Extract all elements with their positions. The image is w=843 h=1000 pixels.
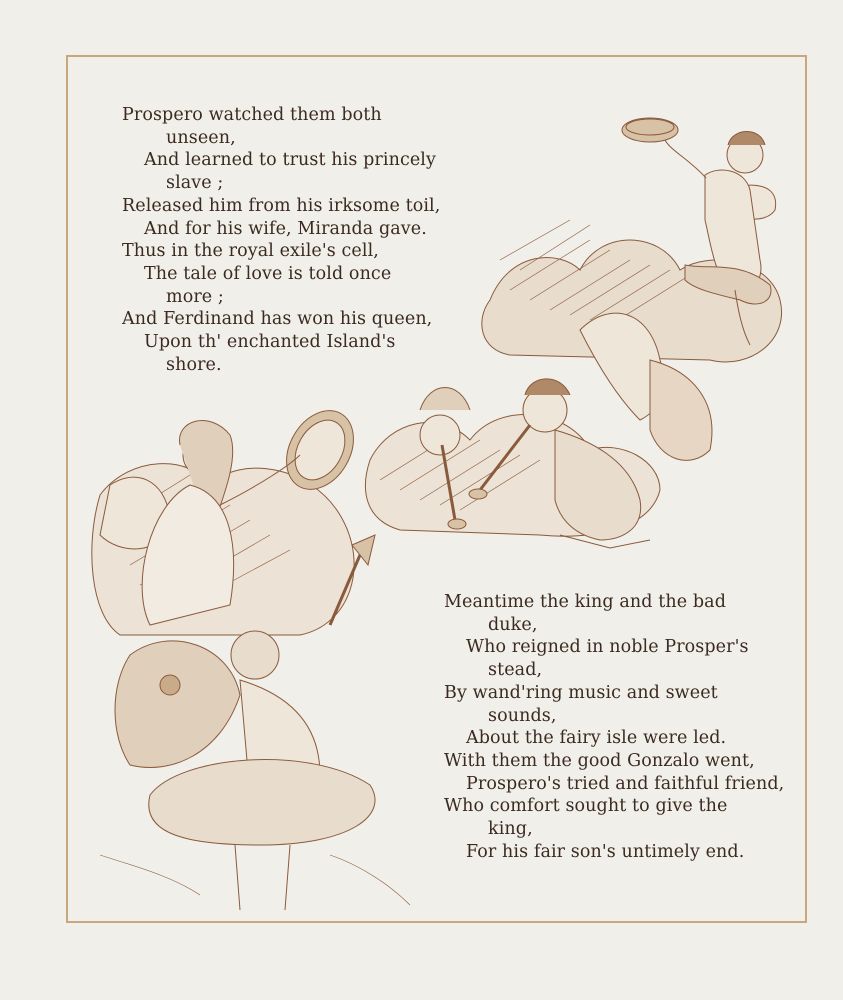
verse-line: stead, — [488, 660, 543, 681]
verse-line: duke, — [488, 614, 538, 635]
verse-line: With them the good Gonzalo went, — [444, 750, 755, 771]
verse-line: Who comfort sought to give the — [444, 796, 728, 817]
verse-line: Prospero's tried and faithful friend, — [466, 773, 785, 794]
verse-line: slave ; — [166, 173, 224, 194]
verse-line: About the fairy isle were led. — [466, 728, 727, 749]
verse-line: shore. — [166, 354, 222, 375]
verse-line: unseen, — [166, 127, 236, 148]
verse-line: Who reigned in noble Prosper's — [466, 637, 749, 658]
verse-line: For his fair son's untimely end. — [466, 841, 745, 862]
verse-line: sounds, — [488, 705, 557, 726]
verse-line: Thus in the royal exile's cell, — [122, 241, 379, 262]
verse-line: And learned to trust his princely — [144, 150, 436, 171]
verse-line: And for his wife, Miranda gave. — [144, 218, 427, 239]
verse-line: Released him from his irksome toil, — [122, 195, 441, 216]
verse-line: more ; — [166, 286, 224, 307]
verse-line: And Ferdinand has won his queen, — [122, 309, 433, 330]
verse-line: By wand'ring music and sweet — [444, 682, 718, 703]
illustration-toadstool-fairies — [90, 395, 440, 915]
verse-line: Prospero watched them both — [122, 105, 382, 125]
verse-line: The tale of love is told once — [144, 263, 392, 284]
verse-stanza-2 — [444, 591, 785, 863]
verse-line: king, — [488, 819, 533, 840]
verse-line: Upon th' enchanted Island's — [144, 332, 396, 353]
verse-line: Meantime the king and the bad — [444, 592, 727, 612]
